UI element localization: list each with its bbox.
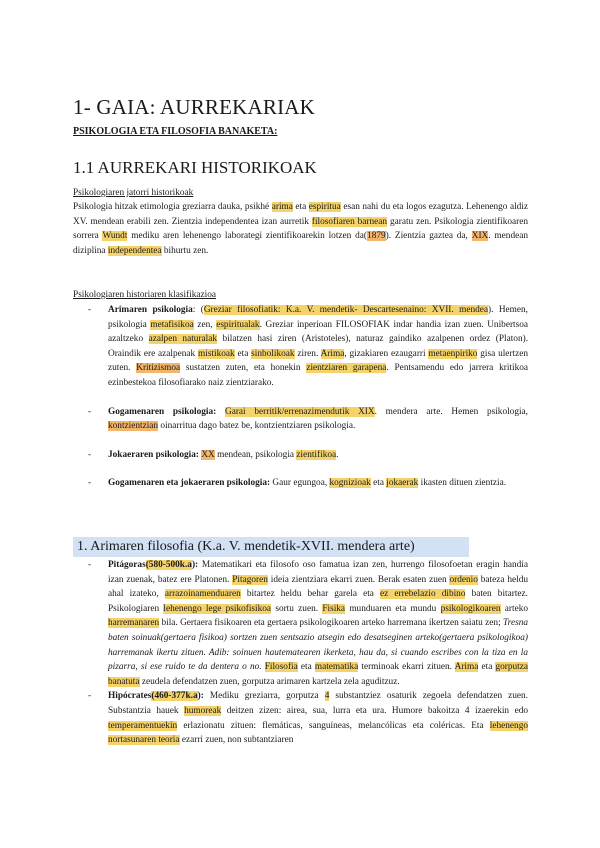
text-run: Gogamenaren psikologia: (108, 406, 217, 417)
text-run: ezarri zuen, non subtantziaren (179, 735, 294, 746)
text-run: ideia zientziara ekarri zuen. Berak esaten zuen (267, 574, 450, 585)
classification-list (88, 303, 528, 491)
text-run: eta (297, 662, 315, 673)
bullet: - (88, 691, 92, 702)
text-run: mediku aren lehenengo laborategi zientifikoarekin lotzen da( (127, 231, 368, 242)
highlight: XIX (471, 231, 489, 242)
highlight: Wundt (102, 231, 128, 242)
text-run: oinarritua dago batez be, kontzientziaren psikologia. (158, 421, 356, 432)
text-run: terminoak ekarri zituen. (358, 662, 455, 673)
text-run: bitartez heldu behar garela eta (240, 589, 380, 600)
text-run: Matematikari eta filosofo oso famatua izan zen, hurrengo filosofoetan eragin handia izan zuenak, batez ere Platonen. (108, 560, 528, 585)
highlight: 4 (324, 691, 330, 702)
text-run: eta (292, 202, 309, 212)
section-heading-arima: 1. Arimaren filosofia (K.a. V. mendetik-XVII. mendera arte) (73, 537, 469, 557)
text-run: Psikologia hitzak etimologia greziarra dauka, psikhé (73, 202, 272, 212)
text-run: Hipócrates (108, 691, 152, 702)
page-title: 1- GAIA: AURREKARIAK (73, 95, 315, 119)
list-item (88, 448, 528, 463)
text-run: Gaur egungoa, (270, 478, 330, 489)
highlight: Arima (454, 662, 479, 673)
highlight: zientziaren garapena (306, 363, 387, 374)
text-run: eta (478, 662, 496, 673)
classification-heading: Psikologiaren historiaren klasifikazioa (73, 290, 217, 300)
highlight: Filosofia (264, 662, 298, 673)
highlight: metafisikoa (150, 319, 194, 330)
text-run: ): (197, 691, 204, 702)
text-run: garatu zen. Psikologia zientifikoaren sorrera (73, 216, 528, 242)
section-heading-1-1: 1.1 AURREKARI HISTORIKOAK (73, 158, 317, 177)
text-run: sustatzen zuten, eta honekin (180, 363, 307, 374)
highlight: independentea (107, 245, 162, 256)
highlight: arrazoinamenduaren (164, 589, 241, 600)
highlight: Pitagoren (232, 574, 268, 585)
text-run: Gogamenaren eta jokaeraren psikologia: (108, 478, 271, 489)
highlight: XX (201, 449, 215, 460)
text-run: deitzen zizen: airea, sua, lurra eta ura. Humore bakoitza 4 izaerekin edo (221, 705, 528, 716)
bullet: - (88, 560, 92, 570)
text-run: sortu zuen. (271, 603, 323, 614)
list-item (88, 303, 528, 391)
text-run: ziren. (294, 348, 321, 359)
highlight: lehenengo nortasunaren teoria (108, 720, 528, 746)
highlight: Garai berritik/errenazimendutik XIX (224, 406, 375, 417)
highlight: lehenengo lege psikofisikoa (163, 603, 272, 614)
highlight: Greziar filosofiatik: K.a. V. mendetik- Descartesenaino: XVII. mendea (203, 305, 489, 315)
origin-paragraph (73, 200, 528, 258)
highlight: psikologikoaren (440, 603, 501, 614)
bullet: - (88, 406, 92, 417)
text-run: . Pentsamendu edo jarrera kritikoa ezinbestekoa filosofiarako naiz zientziarako. (108, 363, 528, 388)
text-run: esan nahi du eta logos ezagutza. Lehenengo aldiz XV. mendean erabili zen. Zientzia independentea izan aurretik (73, 202, 529, 227)
text-run: bilatzen hasi ziren (Aristoteles), naturaz gaindiko azalpenen ordez (Platon). Oraindik ere azalpenak (108, 334, 529, 359)
highlight: azalpen naturalak (148, 334, 218, 345)
highlight: ordenio (449, 574, 478, 585)
highlight: (580-500k.a (145, 560, 192, 570)
text-run: munduaren eta mundu (345, 603, 441, 614)
text-run: ). Zientzia gaztea da, (385, 231, 472, 242)
bullet: - (88, 305, 92, 315)
highlight: matematika (314, 662, 359, 673)
highlight: (460-377k.a (151, 691, 198, 702)
highlight: temperamentuekin (108, 720, 178, 731)
text-run: Tresna baten soinuak(gertaera fisikoa) sortzen zuen sentsazio atsegin edo desatseginen arteko(gertaera psikologikoa) harremanak ikertu zituen. Adib: soinuen hautematearen ikerketa, hau da, si cuando escribes con la tiza en la pizarra, si ese ruido te da dentera o no. (108, 618, 528, 673)
highlight: filosofiaren barnean (311, 216, 388, 227)
text-run: erlazionatu zituen: flemáticas, sanguíneas, melancólicas eta coléricas. Eta (177, 720, 490, 731)
text-run: zeudela defendatzen zuen, gorputza arimaren kartzela zela aguditzuz. (139, 676, 400, 687)
highlight: metaenpiriko (428, 348, 478, 359)
highlight: kontzientzian (108, 421, 159, 432)
text-run: . (336, 449, 339, 460)
highlight: gorputza banatuta (108, 662, 529, 687)
highlight: ez errebelazio dibino (380, 589, 466, 600)
text-run: : ( (192, 305, 204, 315)
highlight: sinbolikoak (251, 348, 295, 359)
list-item (88, 476, 528, 491)
text-run: Pitágoras (108, 560, 146, 570)
highlight: kognizioak (329, 478, 371, 489)
text-run: mendean, psikologia (214, 449, 297, 460)
text-run: eta (370, 478, 387, 489)
text-run: Jokaeraren psikologia: (108, 449, 199, 460)
text-run: . mendera arte. Hemen psikologia, (374, 406, 529, 417)
text-run: substantziez osaturik zegoela defendatzen zuen. Substantzia hauek (108, 691, 528, 716)
text-run: ): (191, 560, 199, 570)
list-item-pitagoras (88, 558, 528, 689)
text-run: . Greziar inperioan FILOSOFIAK indar handia izan zuen. Unibertsoa azaltzeko (108, 319, 529, 345)
highlight: espiritua (308, 202, 341, 212)
bullet: - (88, 478, 92, 489)
highlight: Arima (320, 348, 345, 359)
text-run: baten bitartez. Psikologiaren (108, 589, 528, 614)
text-run: bihurtu zen. (161, 245, 209, 256)
text-run (216, 407, 225, 417)
highlight: zientifikoa (296, 449, 337, 460)
text-run: Mediku greziarra, gorputza (203, 691, 325, 702)
text-run: ikasten dituen zientzia. (418, 478, 507, 489)
text-run: arteko (500, 603, 528, 614)
highlight: harremanaren (108, 618, 160, 629)
text-run: ). Hemen, psikologia (108, 305, 528, 330)
origin-heading: Psikologiaren jatorri historikoak (73, 188, 194, 198)
highlight: jokaerak (386, 478, 419, 489)
highlight: arima (271, 202, 293, 212)
bullet: - (88, 449, 92, 460)
text-run: gisa ulertzen zuten. (108, 348, 529, 374)
highlight: 1879 (367, 231, 386, 242)
highlight: Fisika (322, 603, 346, 614)
text-run: . mendean diziplina (73, 231, 528, 256)
highlight: espiritualak (216, 319, 260, 330)
text-run: zen, (193, 319, 217, 330)
subtitle: PSIKOLOGIA ETA FILOSOFIA BANAKETA: (73, 126, 278, 137)
text-run: Arimaren psikologia (108, 305, 193, 315)
list-item-hipocrates (88, 689, 528, 747)
text-run: bila. Gertaera fisikoaren eta gertaera psikologikoaren arteko harremana ikertzen saiatu zen; (159, 618, 504, 629)
list-item (88, 405, 528, 434)
highlight: humoreak (184, 705, 222, 716)
philosopher-list (88, 558, 528, 748)
text-run: , gizakiaren ezaugarri (344, 348, 429, 359)
text-run: bateza heldu ahal izateko, (108, 574, 528, 600)
text-run: eta (234, 348, 252, 359)
highlight: Kritizismoa (136, 363, 181, 374)
highlight: mistikoak (198, 348, 235, 359)
